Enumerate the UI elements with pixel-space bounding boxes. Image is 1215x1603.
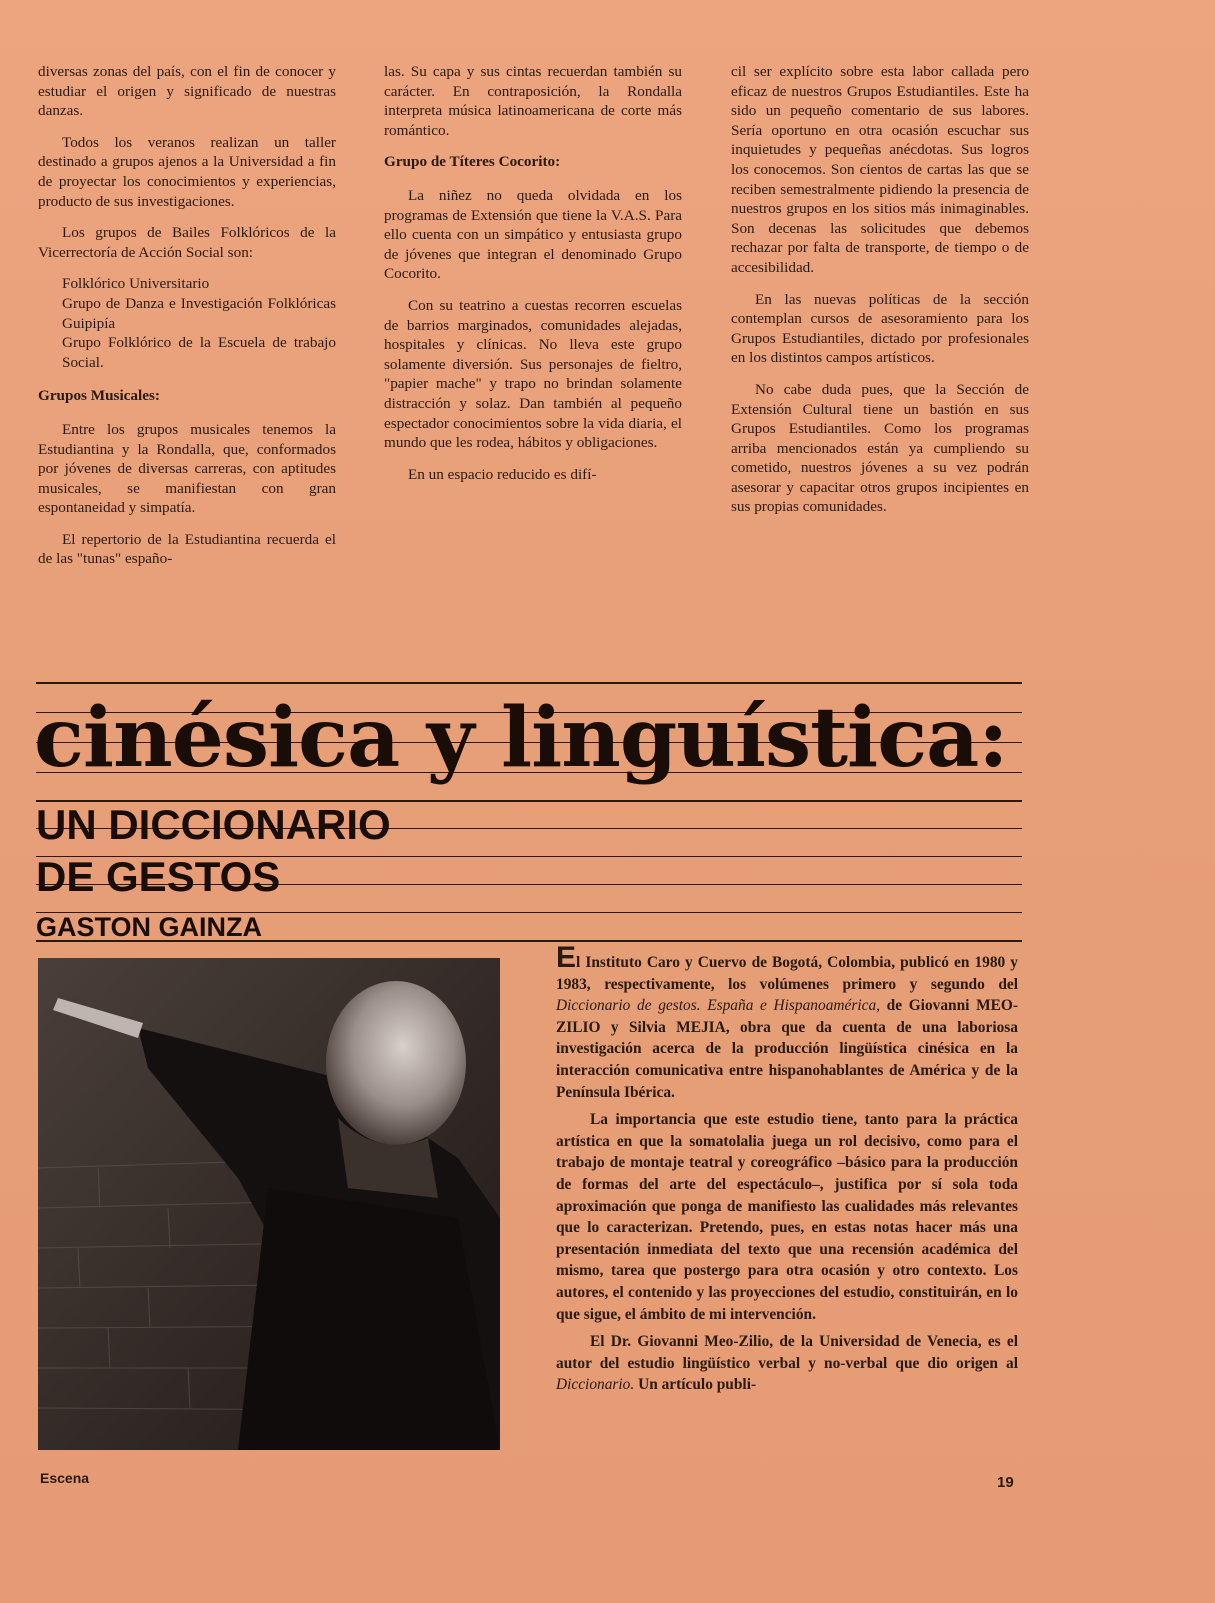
text-run: El Dr. Giovanni Meo-Zilio, de la Universidad de Venecia, es el autor del estudio lingüístico verbal y no-verbal que dio origen al: [556, 1333, 1018, 1372]
photo-illustration: [38, 958, 500, 1450]
paragraph: La niñez no queda olvidada en los programas de Extensión que tiene la V.A.S. Para ello cuenta con un simpático y entusiasta grupo de jóvenes que integran el denominado Grupo Cocorito.: [384, 186, 682, 283]
column-1: [38, 62, 336, 581]
paragraph: diversas zonas del país, con el fin de conocer y estudiar el origen y significado de nuestras danzas.: [38, 63, 336, 120]
divider-rule: [36, 682, 1022, 684]
list-item: Grupo Folklórico de la Escuela de trabajo Social.: [62, 334, 336, 371]
list-item: Folklórico Universitario: [62, 275, 210, 293]
paragraph: Entre los grupos musicales tenemos la Estudiantina y la Rondalla, que, conformados por jóvenes de diversas carreras, con aptitudes musicales, se manifiestan con gran espontaneidad y simpatía.: [38, 420, 336, 517]
book-title: Diccionario.: [556, 1376, 635, 1394]
article-title: cinésica y linguística:: [34, 690, 1008, 786]
book-title: Diccionario de gestos. España e Hispanoamérica,: [556, 997, 880, 1015]
article-subtitle-line-1: UN DICCIONARIO: [36, 801, 391, 848]
drop-cap: E: [556, 941, 577, 974]
paragraph: En las nuevas políticas de la sección contemplan cursos de asesoramiento para los Grupos Estudiantiles, dictado por profesionales en los distintos campos artísticos.: [731, 290, 1029, 367]
paragraph: Los grupos de Bailes Folklóricos de la Vicerrectoría de Acción Social son:: [38, 224, 336, 261]
text-run: de Giovanni MEO-ZILIO y Silvia MEJIA, obra que da cuenta de una laboriosa investigación acerca de la producción lingüística cinésica en la interacción comunicativa entre hispanohablantes de América y de la Península Ibérica.: [556, 997, 1018, 1101]
list-item: Grupo de Danza e Investigación Folklóricas Guipipía: [62, 294, 336, 332]
paragraph: El repertorio de la Estudiantina recuerda el de las "tunas" españo-: [38, 530, 336, 568]
magazine-name: Escena: [40, 1470, 90, 1486]
article-author: GASTON GAINZA: [36, 912, 263, 942]
paragraph: En un espacio reducido es difí-: [408, 465, 597, 483]
column-2: [384, 62, 682, 496]
top-columns: [38, 62, 1048, 692]
text-run: l Instituto Caro y Cuervo de Bogotá, Colombia, publicó en 1980 y 1983, respectivamente, los volúmenes primero y segundo del: [556, 954, 1018, 993]
paragraph: [556, 1331, 1018, 1396]
paragraph: No cabe duda pues, que la Sección de Extensión Cultural tiene un bastión en sus Grupos Estudiantiles. Como los programas arriba mencionados están ya cumpliendo su cometido, nuestros jóvenes a su vez podrán asesorar y capacitar otros grupos incipientes en sus propias comunidades.: [731, 380, 1029, 516]
text-run: Un artículo publi-: [634, 1376, 757, 1394]
column-3: [731, 62, 1029, 529]
article-subtitle-line-2: DE GESTOS: [36, 853, 281, 900]
article-body: [556, 941, 1018, 1402]
section-heading: Grupo de Títeres Cocorito:: [384, 153, 561, 171]
paragraph: Con su teatrino a cuestas recorren escuelas de barrios marginados, comunidades alejadas, hospitales y clínicas. No lleva este grupo solamente diversión. Sus personajes de fieltro, "papier mache" y trapo no brindan solamente distracción y solaz. Dan también al pequeño espectador conocimientos sobre la vida diaria, el mundo que les rodea, hábitos y obligaciones.: [384, 296, 682, 452]
author-photo: [38, 958, 500, 1450]
section-heading: Grupos Musicales:: [38, 387, 160, 405]
folklore-groups-list: [38, 274, 336, 372]
paragraph: Todos los veranos realizan un taller destinado a grupos ajenos a la Universidad a fin de proyectar los conocimientos y experiencias, producto de sus investigaciones.: [38, 133, 336, 210]
page-number: 19: [997, 1474, 1014, 1491]
paragraph: las. Su capa y sus cintas recuerdan también su carácter. En contraposición, la Rondalla interpreta música latinoamericana de corte más romántico.: [384, 63, 682, 139]
paragraph: [556, 941, 1018, 1103]
paragraph: cil ser explícito sobre esta labor callada pero eficaz de nuestros Grupos Estudiantiles. Este ha sido un pequeño comentario de sus labores. Sería oportuno en otra ocasión escuchar sus inquietudes y pequeñas anécdotas. Sus logros los conocemos. Son cientos de cartas las que se reciben semestralmente pidiendo la presencia de nuestros grupos en los sitios más inimaginables. Son decenas las solicitudes que debemos rechazar por falta de transporte, de tiempo o de accesibilidad.: [731, 63, 1029, 276]
paragraph: La importancia que este estudio tiene, tanto para la práctica artística en que la somatolalia juega un rol decisivo, como para el trabajo de montaje teatral y coreográfico –básico para la producción de formas del arte del espectáculo–, justifica por sí sola toda aproximación que ponga de manifiesto las cualidades más relevantes que lo caracterizan. Pretendo, pues, en estas notas hacer más una presentación inmediata del texto que una recensión académica del mismo, tarea que postergo para otra ocasión y otro contexto. Los autores, el contenido y las proyecciones del estudio, constituirán, en lo que sigue, el ámbito de mi intervención.: [556, 1111, 1018, 1323]
